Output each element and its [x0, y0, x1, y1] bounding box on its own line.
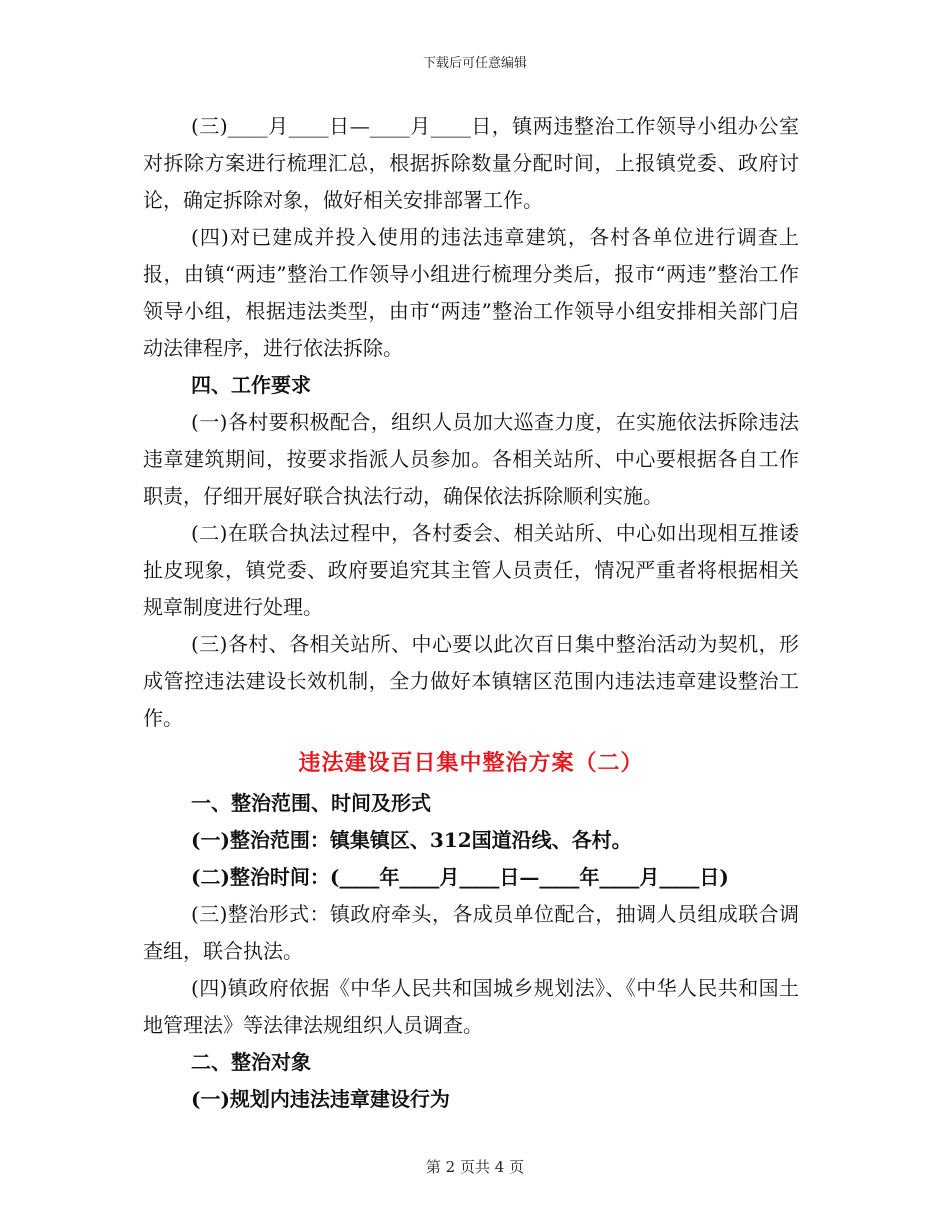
scope-item-3: (三)整治形式：镇政府牵头，各成员单位配合，抽调人员组成联合调查组，联合执法。 — [143, 902, 799, 963]
section-heading-requirements: 四、工作要求 — [191, 373, 311, 397]
document-title-2: 违法建设百日集中整治方案（二） — [298, 750, 644, 776]
scope-item-4: (四)镇政府依据《中华人民共和国城乡规划法》、《中华人民共和国土地管理法》等法律法规组织人员调查。 — [143, 976, 799, 1037]
requirement-2: (二)在联合执法过程中，各村委会、相关站所、中心如出现相互推诿扯皮现象，镇党委、政府要追究其主管人员责任，情况严重者将根据相关规章制度进行处理。 — [143, 521, 799, 619]
requirement-3: (三)各村、各相关站所、中心要以此次百日集中整治活动为契机，形成管控违法建设长效机制，全力做好本镇辖区范围内违法违章建设整治工作。 — [143, 632, 799, 730]
document-body — [143, 108, 799, 1118]
scope-item-1: (一)整治范围：镇集镇区、312国道沿线、各村。 — [191, 828, 632, 852]
requirement-1: (一)各村要积极配合，组织人员加大巡查力度，在实施依法拆除违法违章建筑期间，按要求指派人员参加。各相关站所、中心要根据各自工作职责，仔细开展好联合执法行动，确保依法拆除顺利实施。 — [143, 410, 799, 508]
section-heading-scope: 一、整治范围、时间及形式 — [191, 791, 431, 815]
section-heading-targets: 二、整治对象 — [191, 1050, 311, 1074]
page-footer: 第 2 页共 4 页 — [425, 1158, 525, 1176]
paragraph-4: (四)对已建成并投入使用的违法违章建筑，各村各单位进行调查上报，由镇“两违”整治工作领导小组进行梳理分类后，报市“两违”整治工作领导小组，根据违法类型，由市“两违”整治工作领导小组安排相关部门启动法律程序，进行依法拆除。 — [143, 225, 799, 360]
target-item-1: (一)规划内违法违章建设行为 — [191, 1087, 450, 1111]
paragraph-3: (三)____月____日—____月____日，镇两违整治工作领导小组办公室对拆除方案进行梳理汇总，根据拆除数量分配时间，上报镇党委、政府讨论，确定拆除对象，做好相关安排部署工作。 — [143, 114, 799, 212]
page-header: 下载后可任意编辑 — [422, 56, 527, 71]
scope-item-2: (二)整治时间：(____年____月____日—____年____月____日) — [191, 865, 729, 889]
